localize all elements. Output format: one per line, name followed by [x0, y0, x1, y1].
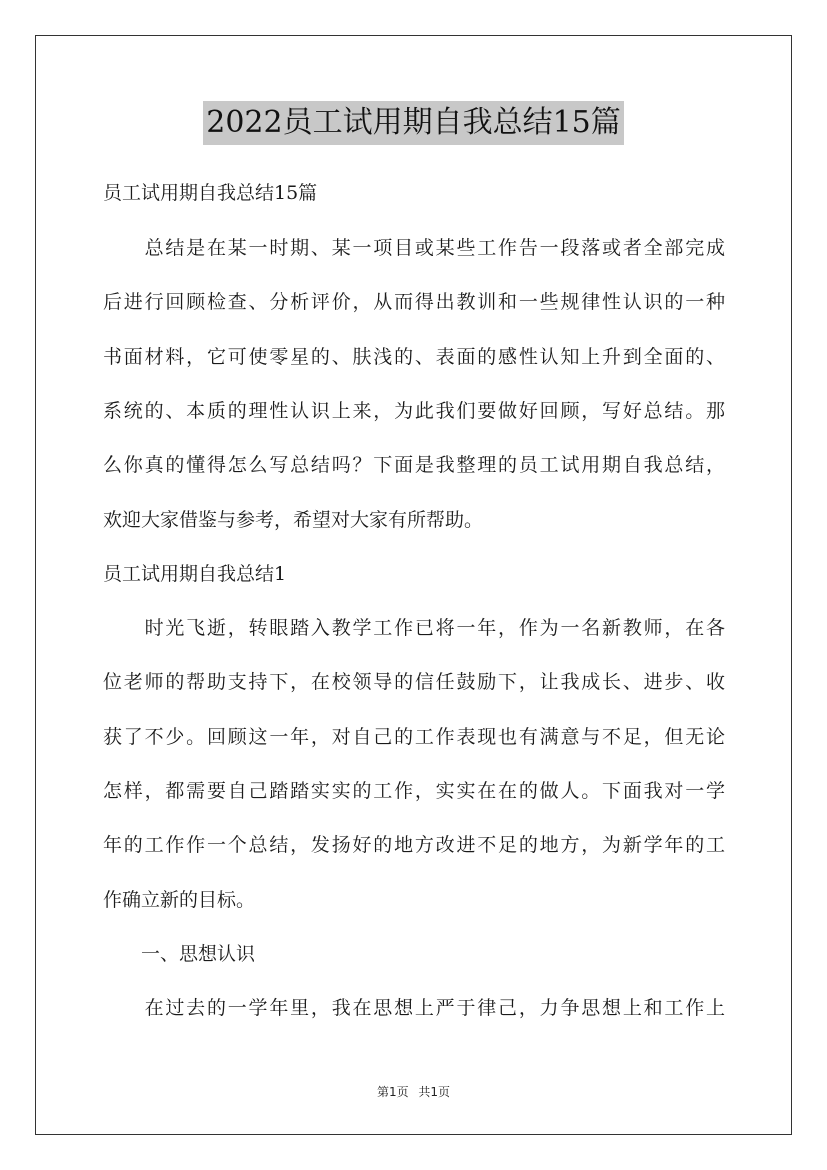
- paragraph-line: 后进行回顾检查、分析评价，从而得出教训和一些规律性认识的一种: [103, 291, 725, 313]
- page-total: 共1页: [418, 1085, 451, 1099]
- paragraph-line: 获了不少。回顾这一年，对自己的工作表现也有满意与不足，但无论: [103, 726, 725, 748]
- paragraph-line: 么你真的懂得怎么写总结吗？下面是我整理的员工试用期自我总结，: [103, 454, 725, 476]
- paragraph-line: 时光飞逝，转眼踏入教学工作已将一年，作为一名新教师，在各: [103, 617, 725, 639]
- title-container: [0, 101, 827, 145]
- page-footer: [0, 1083, 827, 1100]
- paragraph-line: 在过去的一学年里，我在思想上严于律己，力争思想上和工作上: [103, 997, 725, 1019]
- page-number: 第1页: [376, 1085, 409, 1099]
- paragraph-line: 作确立新的目标。: [103, 889, 256, 911]
- paragraph-line: 位老师的帮助支持下，在校领导的信任鼓励下，让我成长、进步、收: [103, 671, 725, 693]
- paragraph-line: 年的工作作一个总结，发扬好的地方改进不足的地方，为新学年的工: [103, 834, 725, 856]
- subsection-heading: 一、思想认识: [103, 943, 256, 965]
- document-title: 2022员工试用期自我总结15篇: [203, 101, 624, 145]
- paragraph-line: 书面材料，它可使零星的、肤浅的、表面的感性认知上升到全面的、: [103, 346, 725, 368]
- subtitle-line: 员工试用期自我总结15篇: [103, 182, 318, 204]
- paragraph-line: 怎样，都需要自己踏踏实实的工作，实实在在的做人。下面我对一学: [103, 780, 725, 802]
- paragraph-line: 欢迎大家借鉴与参考，希望对大家有所帮助。: [103, 509, 484, 531]
- paragraph-line: 总结是在某一时期、某一项目或某些工作告一段落或者全部完成: [103, 237, 725, 259]
- section-heading: 员工试用期自我总结1: [103, 563, 287, 585]
- paragraph-line: 系统的、本质的理性认识上来，为此我们要做好回顾，写好总结。那: [103, 400, 725, 422]
